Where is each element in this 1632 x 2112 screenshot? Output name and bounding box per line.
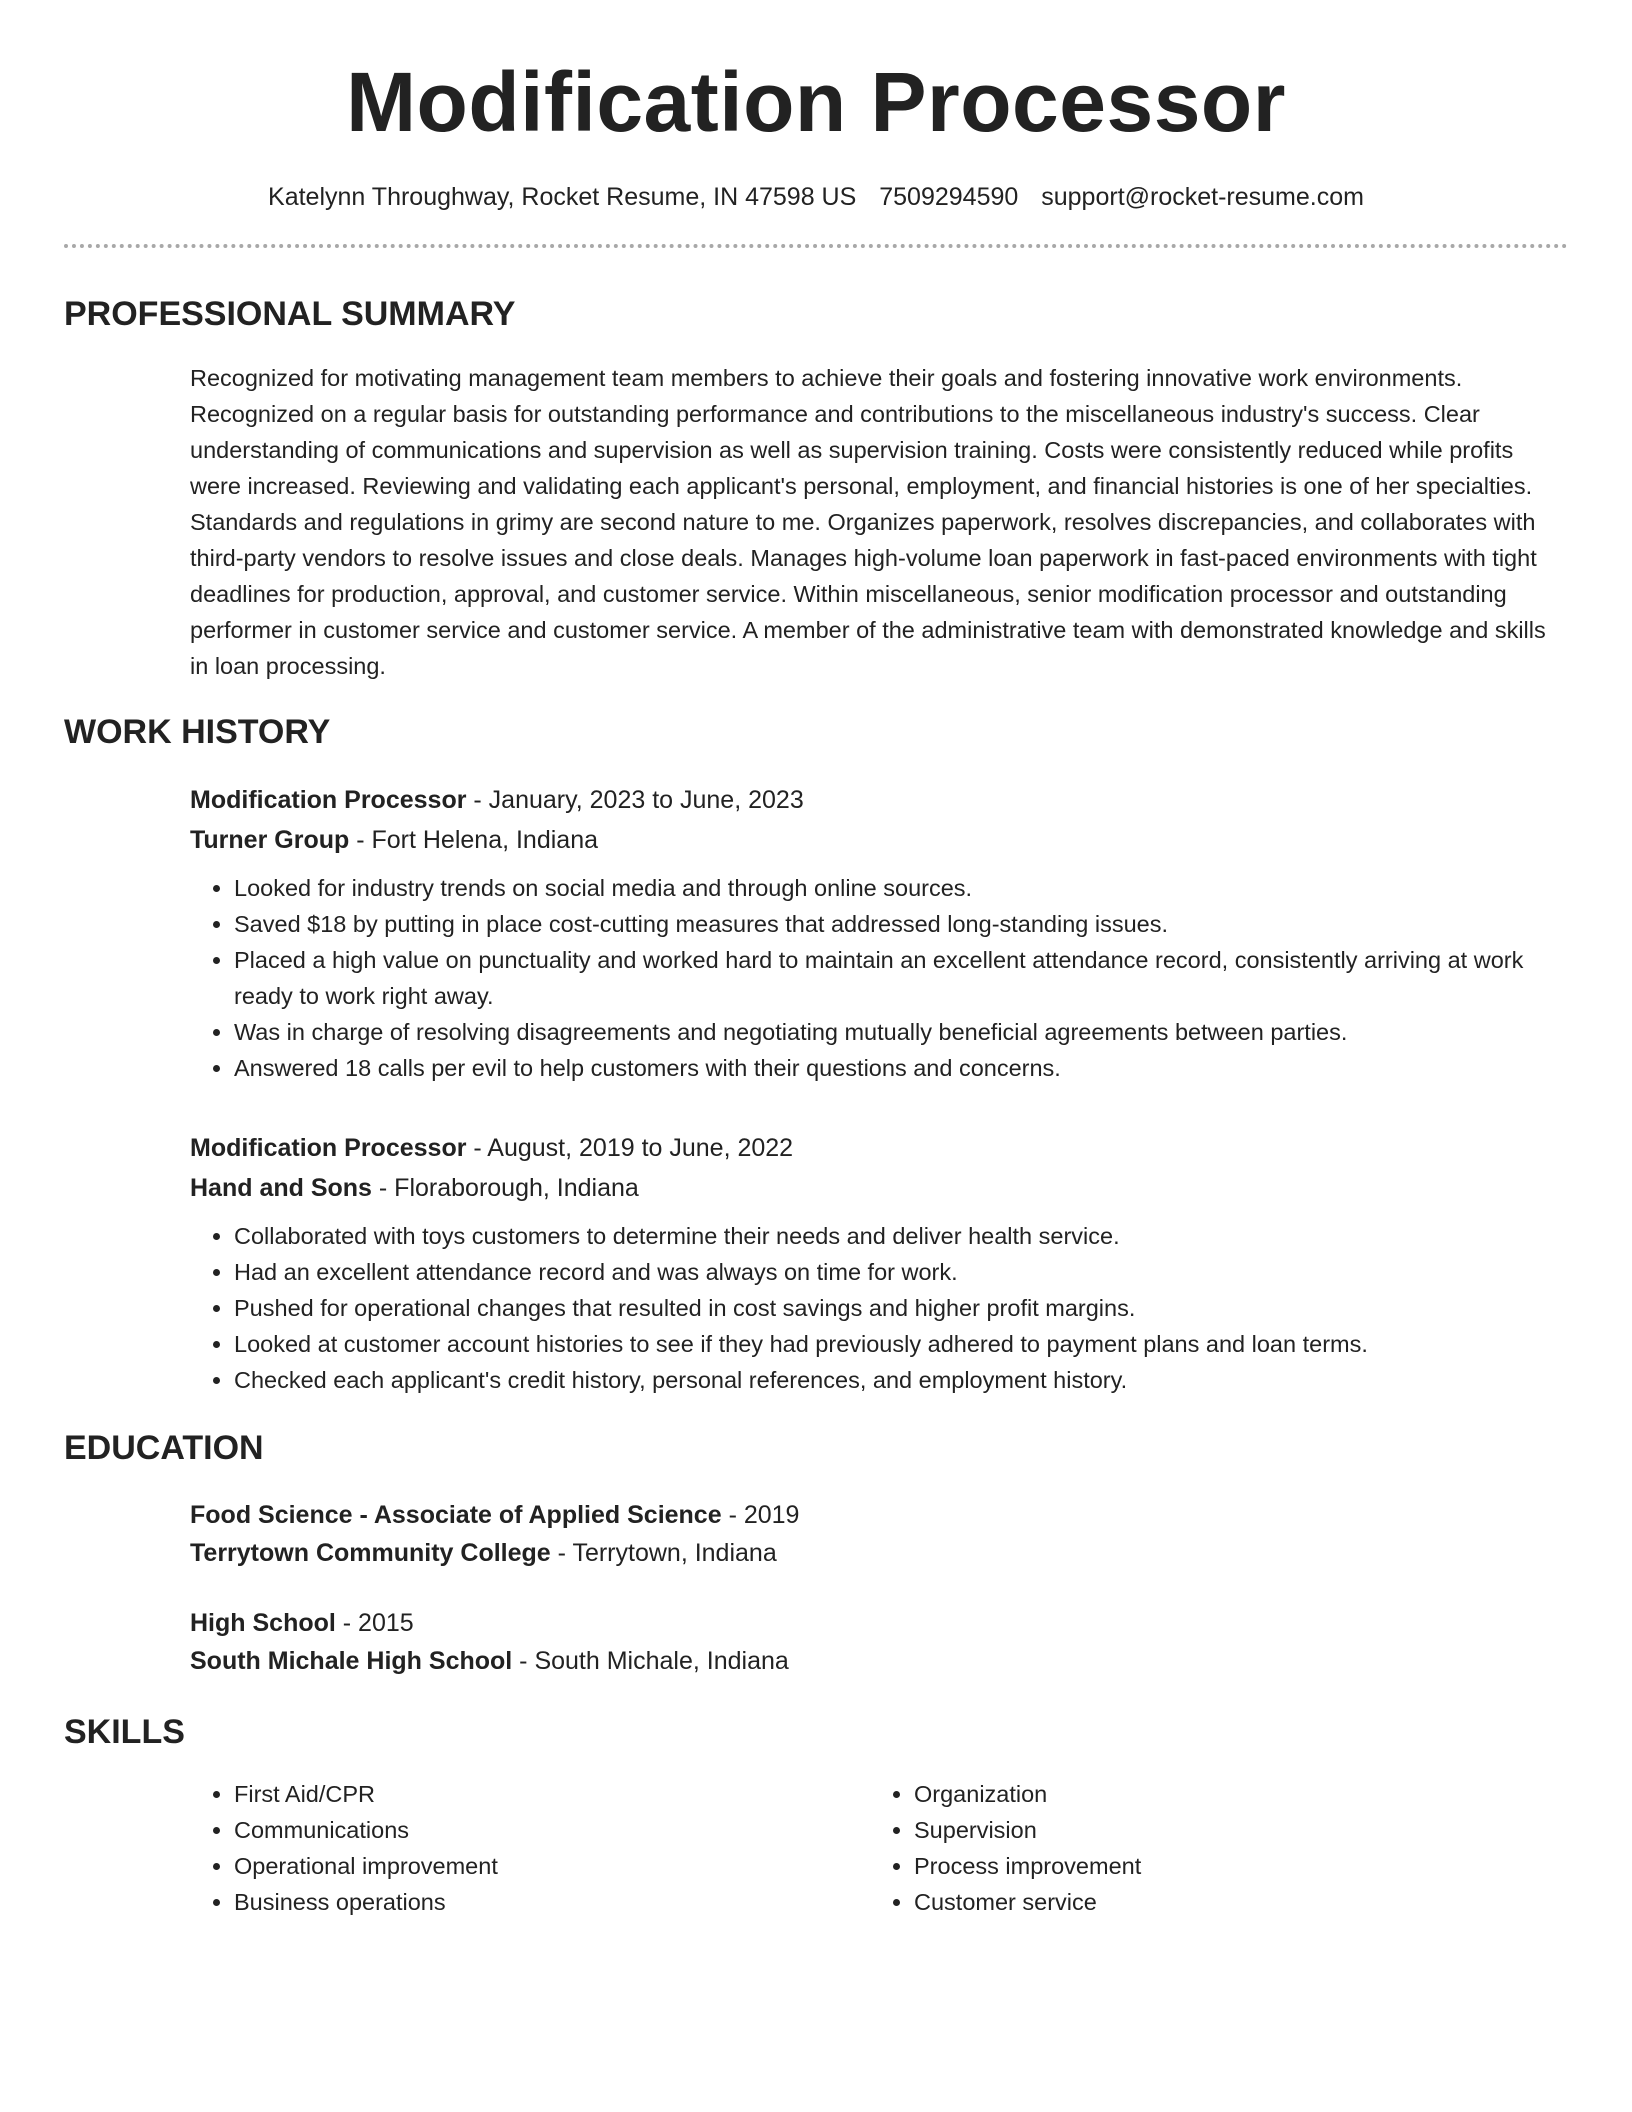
job-role: Modification Processor xyxy=(190,786,467,814)
education-degree-line xyxy=(190,1496,1568,1534)
job-duty: • Answered 18 calls per evil to help customers with their questions and concerns. xyxy=(234,1050,1568,1086)
skills-column-left xyxy=(190,1776,870,1920)
work-history-list xyxy=(64,780,1568,1398)
skill-item: • Communications xyxy=(234,1812,870,1848)
contact-phone: 7509294590 xyxy=(879,183,1019,211)
job-duty: • Saved $18 by putting in place cost-cutting measures that addressed long-standing issues. xyxy=(234,906,1568,942)
contact-address: Katelynn Throughway, Rocket Resume, IN 47598 US xyxy=(268,183,857,211)
skill-item: • First Aid/CPR xyxy=(234,1776,870,1812)
summary-text: Recognized for motivating management team members to achieve their goals and fostering innovative work environments. Recognized on a regular basis for outstanding performance and contributions to the miscellaneous industry's success. Clear understanding of communications and supervision as well as supervision training. Costs were consistently reduced while profits were increased. Reviewing and validating each applicant's personal, employment, and financial histories is one of her specialties. Standards and regulations in grimy are second nature to me. Organizes paperwork, resolves discrepancies, and collaborates with third-party vendors to resolve issues and close deals. Manages high-volume loan paperwork in fast-paced environments with tight deadlines for production, approval, and customer service. Within miscellaneous, senior modification processor and outstanding performer in customer service and customer service. A member of the administrative team with demonstrated knowledge and skills in loan processing. xyxy=(190,365,1546,679)
education-entry xyxy=(190,1604,1568,1680)
header-divider xyxy=(64,244,1568,248)
job-dates: - August, 2019 to June, 2022 xyxy=(466,1134,794,1162)
education-school: South Michale High School xyxy=(190,1647,513,1675)
job-duty: • Collaborated with toys customers to determine their needs and deliver health service. xyxy=(234,1218,1568,1254)
job-entry xyxy=(190,1128,1568,1398)
education-degree: Food Science - Associate of Applied Science xyxy=(190,1501,722,1529)
job-duties xyxy=(190,1218,1568,1398)
skill-item: • Supervision xyxy=(914,1812,1550,1848)
skills-heading: SKILLS xyxy=(64,1713,185,1751)
skill-item: • Operational improvement xyxy=(234,1848,870,1884)
job-title-line xyxy=(190,1128,1568,1168)
job-company: Hand and Sons xyxy=(190,1174,372,1202)
education-year: - 2019 xyxy=(721,1501,800,1529)
job-duty: • Placed a high value on punctuality and worked hard to maintain an excellent attendance record, consistently arriving at work ready to work right away. xyxy=(234,942,1568,1014)
education-school: Terrytown Community College xyxy=(190,1539,551,1567)
skill-item: • Business operations xyxy=(234,1884,870,1920)
education-list xyxy=(64,1496,1568,1680)
skills-grid xyxy=(190,1776,1568,1920)
resume-name: Modification Processor xyxy=(346,55,1286,149)
job-company-line xyxy=(190,1168,1568,1208)
job-duties xyxy=(190,870,1568,1086)
job-duty: • Had an excellent attendance record and was always on time for work. xyxy=(234,1254,1568,1290)
contact-line xyxy=(64,180,1568,214)
education-degree-line xyxy=(190,1604,1568,1642)
education-school-line xyxy=(190,1642,1568,1680)
summary-heading: PROFESSIONAL SUMMARY xyxy=(64,295,516,333)
education-location: - Terrytown, Indiana xyxy=(550,1539,777,1567)
skill-item: • Organization xyxy=(914,1776,1550,1812)
job-location: - Fort Helena, Indiana xyxy=(349,826,599,854)
job-duty: • Looked for industry trends on social media and through online sources. xyxy=(234,870,1568,906)
skills-column-right xyxy=(870,1776,1550,1920)
job-role: Modification Processor xyxy=(190,1134,467,1162)
education-degree: High School xyxy=(190,1609,336,1637)
job-duty: • Checked each applicant's credit history, personal references, and employment history. xyxy=(234,1362,1568,1398)
contact-email: support@rocket-resume.com xyxy=(1041,183,1364,211)
job-company-line xyxy=(190,820,1568,860)
education-location: - South Michale, Indiana xyxy=(512,1647,789,1675)
job-duty: • Pushed for operational changes that resulted in cost savings and higher profit margins. xyxy=(234,1290,1568,1326)
education-heading: EDUCATION xyxy=(64,1429,264,1467)
job-location: - Floraborough, Indiana xyxy=(371,1174,639,1202)
skill-item: • Customer service xyxy=(914,1884,1550,1920)
job-dates: - January, 2023 to June, 2023 xyxy=(466,786,804,814)
job-duty: • Was in charge of resolving disagreements and negotiating mutually beneficial agreements between parties. xyxy=(234,1014,1568,1050)
education-school-line xyxy=(190,1534,1568,1572)
job-company: Turner Group xyxy=(190,826,350,854)
work-history-heading: WORK HISTORY xyxy=(64,713,331,751)
education-entry xyxy=(190,1496,1568,1572)
job-duty: • Looked at customer account histories to see if they had previously adhered to payment plans and loan terms. xyxy=(234,1326,1568,1362)
job-entry xyxy=(190,780,1568,1086)
education-year: - 2015 xyxy=(335,1609,414,1637)
job-title-line xyxy=(190,780,1568,820)
skill-item: • Process improvement xyxy=(914,1848,1550,1884)
